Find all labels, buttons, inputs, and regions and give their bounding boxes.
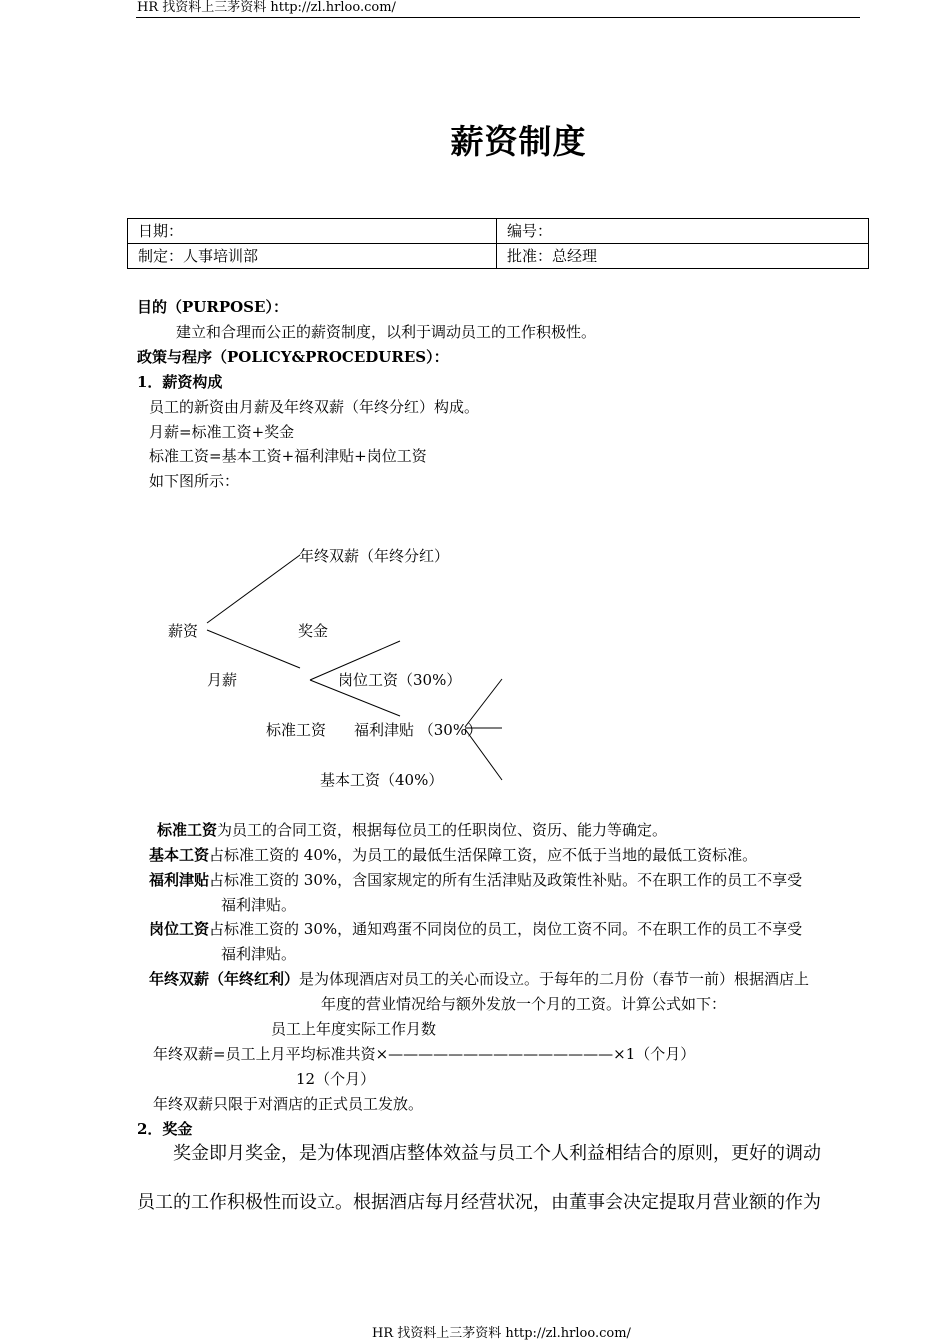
definition-term: 岗位工资 — [149, 920, 210, 938]
section2-line: 员工的工作积极性而设立。根据酒店每月经营状况，由董事会决定提取月营业额的作为 — [137, 1192, 821, 1213]
branch-root-monthly — [207, 630, 300, 668]
purpose-heading: 目的（PURPOSE）： — [137, 298, 288, 316]
formula-denominator: 12（个月） — [296, 1070, 376, 1088]
definition-year-end — [149, 970, 809, 988]
diagram-year-end: 年终双薪（年终分红） — [299, 547, 450, 565]
diagram-monthly: 月薪 — [207, 671, 238, 689]
branch-root-yearend — [207, 555, 300, 623]
section2-line: 奖金即月奖金，是为体现酒店整体效益与员工个人利益相结合的原则，更好的调动 — [173, 1143, 821, 1164]
definition-welfare-cont: 福利津贴。 — [221, 896, 297, 914]
definition-text: 占标准工资的 40%，为员工的最低生活保障工资，应不低于当地的最低工资标准。 — [209, 846, 758, 864]
policy-heading: 政策与程序（POLICY&PROCEDURES）： — [137, 348, 449, 366]
section2-heading: 2．奖金 — [137, 1120, 193, 1138]
definition-basic — [149, 846, 757, 864]
definition-term: 福利津贴 — [149, 871, 210, 889]
definition-term: 年终双薪（年终红利） — [149, 970, 300, 988]
page-footer: HR 找资料上三茅资料 http://zl.hrloo.com/ — [372, 1326, 631, 1341]
approved-by-cell: 批准：总经理 — [497, 244, 869, 269]
number-cell: 编号： — [497, 219, 869, 244]
purpose-text: 建立和合理而公正的薪资制度，以利于调动员工的工作积极性。 — [176, 323, 597, 341]
definition-welfare — [149, 871, 802, 889]
definition-term: 基本工资 — [149, 846, 210, 864]
section1-line: 月薪=标准工资+奖金 — [149, 423, 295, 441]
diagram-welfare: 福利津贴 （30%） — [354, 721, 483, 739]
formula-numerator: 员工上年度实际工作月数 — [271, 1020, 437, 1038]
diagram-root: 薪资 — [168, 622, 199, 640]
diagram-bonus: 奖金 — [298, 622, 329, 640]
document-title: 薪资制度 — [450, 122, 587, 161]
formula-main: 年终双薪=员工上月平均标准共资×———————————————×1（个月） — [153, 1045, 696, 1063]
definition-text: 占标准工资的 30%，通知鸡蛋不同岗位的员工，岗位工资不同。不在职工作的员工不享受 — [209, 920, 803, 938]
made-by-cell: 制定：人事培训部 — [128, 244, 497, 269]
section1-line: 员工的新资由月薪及年终双薪（年终分红）构成。 — [149, 398, 480, 416]
definition-text: 为员工的合同工资，根据每位员工的任职岗位、资历、能力等确定。 — [217, 821, 668, 839]
section1-line: 标准工资=基本工资+福利津贴+岗位工资 — [149, 447, 427, 465]
definition-text: 占标准工资的 30%，含国家规定的所有生活津贴及政策性补贴。不在职工作的员工不享受 — [209, 871, 803, 889]
branch-standard-post — [465, 679, 502, 727]
date-cell: 日期： — [128, 219, 497, 244]
definition-post — [149, 920, 802, 938]
section1-line: 如下图所示： — [149, 472, 240, 490]
formula-note: 年终双薪只限于对酒店的正式员工发放。 — [153, 1095, 424, 1113]
definition-year-end-cont: 年度的营业情况给与额外发放一个月的工资。计算公式如下： — [321, 995, 727, 1013]
diagram-basic: 基本工资（40%） — [320, 771, 444, 789]
section1-heading: 1．薪资构成 — [137, 373, 223, 391]
definition-text: 是为体现酒店对员工的关心而设立。于每年的二月份（春节一前）根据酒店上 — [299, 970, 810, 988]
diagram-standard: 标准工资 — [266, 721, 327, 739]
definition-standard — [157, 821, 667, 839]
diagram-post: 岗位工资（30%） — [338, 671, 462, 689]
page-header: HR 找资料上三茅资料 http://zl.hrloo.com/ — [137, 0, 396, 15]
definition-term: 标准工资 — [157, 821, 218, 839]
definition-post-cont: 福利津贴。 — [221, 945, 297, 963]
